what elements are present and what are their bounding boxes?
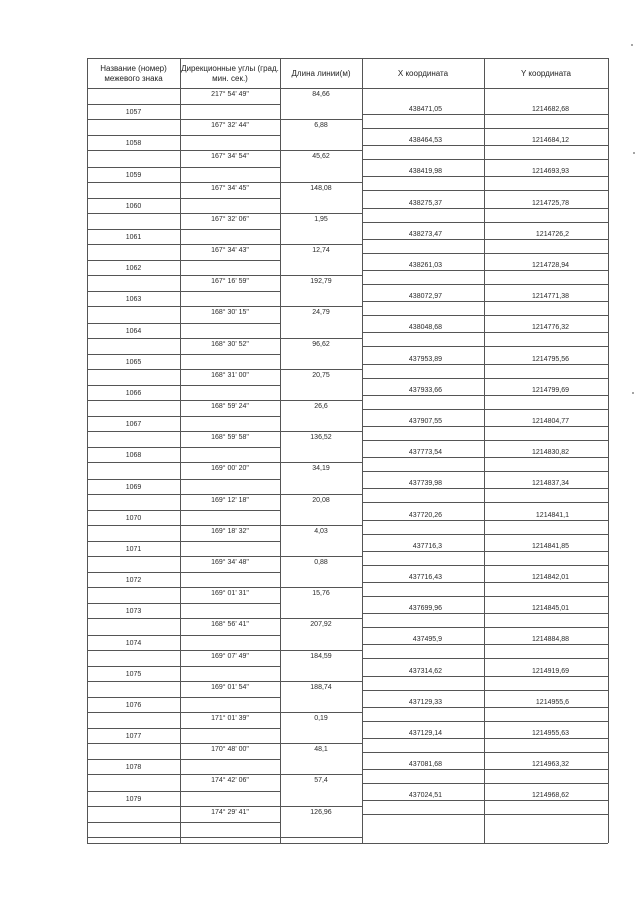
angle-cell: 169° 01' 31" (211, 590, 249, 598)
row-rule (87, 791, 280, 792)
row-rule (362, 613, 608, 614)
y-coordinate-cell: 1214693,93 (532, 168, 569, 176)
angle-cell: 167° 32' 44" (211, 122, 249, 130)
row-rule (87, 494, 362, 495)
point-name-cell: 1062 (125, 265, 142, 273)
point-name-cell: 1073 (125, 608, 142, 616)
row-rule (87, 447, 280, 448)
length-cell: 4,03 (314, 527, 328, 535)
y-coordinate-cell: 1214830,82 (532, 449, 569, 457)
y-coordinate-cell: 1214726,2 (535, 230, 569, 238)
x-coordinate-cell: 437739,98 (408, 480, 442, 488)
row-rule (87, 635, 280, 636)
point-name-cell: 1069 (125, 483, 142, 491)
y-coordinate-cell: 1214682,68 (532, 106, 569, 113)
point-name-cell: 1060 (125, 202, 142, 210)
header-x: X координата (397, 69, 449, 78)
row-rule (362, 738, 608, 739)
row-rule (87, 369, 362, 370)
point-name-cell: 1063 (125, 296, 142, 304)
row-rule (362, 488, 608, 489)
x-coordinate-cell: 437716,43 (408, 574, 442, 581)
x-coordinate-cell: 437129,14 (408, 730, 442, 737)
row-rule (87, 323, 280, 324)
length-cell: 12,74 (312, 247, 330, 254)
row-rule (362, 551, 608, 552)
point-name-cell: 1072 (125, 577, 142, 585)
row-rule (87, 822, 280, 823)
y-coordinate-cell: 1214684,12 (532, 137, 569, 145)
point-name-cell: 1074 (125, 639, 142, 647)
angle-cell: 168° 30' 52" (211, 340, 249, 348)
length-cell: 45,62 (312, 153, 330, 161)
row-rule (362, 315, 608, 316)
y-coordinate-cell: 1214799,69 (532, 386, 569, 394)
row-rule (362, 239, 608, 240)
column-rule (180, 58, 181, 843)
row-rule (87, 167, 280, 168)
angle-cell: 168° 59' 24" (211, 403, 249, 410)
angle-cell: 169° 00' 20" (211, 465, 249, 473)
row-rule (87, 572, 280, 573)
row-rule (87, 541, 280, 542)
length-cell: 15,76 (312, 590, 330, 598)
row-rule (87, 462, 362, 463)
angle-cell: 167° 34' 43" (211, 247, 249, 254)
angle-cell: 170° 48' 00" (211, 746, 249, 754)
row-rule (87, 104, 280, 105)
row-rule (362, 783, 608, 784)
row-rule (87, 275, 362, 276)
row-rule (362, 769, 608, 770)
row-rule (362, 502, 608, 503)
row-rule (87, 743, 362, 744)
length-cell: 24,79 (312, 309, 330, 317)
row-rule (87, 806, 362, 807)
angle-cell: 167° 16' 59" (211, 278, 249, 286)
x-coordinate-cell: 437081,68 (408, 761, 442, 769)
row-rule (362, 346, 608, 347)
y-coordinate-cell: 1214804,77 (532, 418, 569, 425)
angle-cell: 168° 31' 00" (211, 371, 249, 379)
row-rule (87, 697, 280, 698)
y-coordinate-cell: 1214845,01 (532, 605, 569, 613)
row-rule (87, 774, 362, 775)
length-cell: 184,59 (310, 652, 332, 660)
x-coordinate-cell: 437773,54 (408, 449, 442, 457)
y-coordinate-cell: 1214884,88 (532, 636, 569, 644)
header-length: Длина линии(м) (291, 69, 351, 78)
x-coordinate-cell: 437024,51 (408, 792, 442, 800)
angle-cell: 171° 01' 39" (211, 715, 249, 722)
row-rule (362, 520, 608, 521)
point-name-cell: 1059 (125, 171, 142, 179)
y-coordinate-cell: 1214725,78 (532, 199, 569, 207)
length-cell: 126,96 (310, 808, 332, 816)
row-rule (362, 814, 608, 815)
point-name-cell: 1071 (125, 546, 142, 553)
length-cell: 96,62 (312, 340, 330, 348)
y-coordinate-cell: 1214963,32 (532, 761, 569, 769)
point-name-cell: 1077 (125, 733, 142, 741)
point-name-cell: 1068 (125, 452, 142, 460)
row-rule (362, 800, 608, 801)
length-cell: 207,92 (310, 621, 332, 629)
y-coordinate-cell: 1214771,38 (532, 293, 569, 301)
row-rule (362, 114, 608, 115)
point-name-cell: 1065 (125, 358, 142, 366)
angle-cell: 167° 34' 45" (211, 184, 249, 192)
x-coordinate-cell: 437699,96 (408, 605, 442, 613)
row-rule (87, 306, 362, 307)
y-coordinate-cell: 1214776,32 (532, 324, 569, 332)
row-rule (87, 198, 280, 199)
x-coordinate-cell: 437495,9 (412, 636, 442, 644)
row-rule (362, 270, 608, 271)
row-rule (87, 416, 280, 417)
point-name-cell: 1079 (125, 795, 142, 803)
point-name-cell: 1078 (125, 764, 142, 772)
x-coordinate-cell: 437720,26 (408, 511, 442, 519)
row-rule (87, 88, 608, 89)
row-rule (87, 510, 280, 511)
angle-cell: 168° 59' 58" (211, 434, 249, 442)
angle-cell: 169° 12' 18" (211, 496, 249, 504)
row-rule (362, 534, 608, 535)
row-rule (87, 587, 362, 588)
y-coordinate-cell: 1214841,85 (532, 542, 569, 550)
row-rule (362, 471, 608, 472)
length-cell: 57,4 (314, 777, 328, 785)
row-rule (87, 759, 280, 760)
row-rule (362, 409, 608, 410)
row-rule (362, 440, 608, 441)
length-cell: 0,19 (314, 715, 328, 722)
header-y: Y координата (520, 69, 572, 78)
length-cell: 84,66 (312, 91, 330, 98)
row-rule (362, 707, 608, 708)
column-rule (608, 58, 609, 843)
x-coordinate-cell: 438273,47 (408, 230, 442, 238)
row-rule (362, 596, 608, 597)
point-name-cell: 1076 (125, 702, 142, 709)
row-rule (87, 135, 280, 136)
row-rule (362, 644, 608, 645)
row-rule (87, 728, 280, 729)
angle-cell: 174° 42' 06" (211, 777, 249, 785)
row-rule (362, 332, 608, 333)
y-coordinate-cell: 1214955,6 (535, 698, 569, 706)
length-cell: 20,08 (312, 496, 330, 504)
row-rule (87, 182, 362, 183)
length-cell: 34,19 (312, 465, 330, 473)
row-rule (87, 843, 608, 844)
point-name-cell: 1061 (125, 234, 142, 241)
x-coordinate-cell: 437716,3 (412, 542, 442, 550)
row-rule (362, 721, 608, 722)
row-rule (87, 58, 608, 59)
x-coordinate-cell: 437907,55 (408, 418, 442, 425)
row-rule (362, 378, 608, 379)
x-coordinate-cell: 438275,37 (408, 199, 442, 207)
row-rule (362, 284, 608, 285)
y-coordinate-cell: 1214837,34 (532, 480, 569, 488)
row-rule (87, 618, 362, 619)
angle-cell: 217° 54' 49" (211, 91, 249, 98)
row-rule (87, 354, 280, 355)
point-name-cell: 1064 (125, 327, 142, 335)
angle-cell: 169° 34' 48" (211, 559, 249, 566)
row-rule (362, 128, 608, 129)
row-rule (87, 244, 362, 245)
row-rule (87, 291, 280, 292)
y-coordinate-cell: 1214728,94 (532, 262, 569, 269)
row-rule (362, 301, 608, 302)
header-angle: Дирекционные углы (град. мин. сек.) (181, 64, 279, 83)
scan-speck (631, 44, 633, 46)
row-rule (362, 582, 608, 583)
y-coordinate-cell: 1214841,1 (535, 511, 569, 519)
point-name-cell: 1057 (125, 109, 142, 117)
y-coordinate-cell: 1214968,62 (532, 792, 569, 800)
length-cell: 1,95 (314, 215, 328, 223)
length-cell: 48,1 (314, 746, 328, 754)
row-rule (87, 119, 362, 120)
row-rule (362, 752, 608, 753)
y-coordinate-cell: 1214842,01 (532, 574, 569, 581)
scan-speck (632, 392, 634, 394)
row-rule (87, 525, 362, 526)
point-name-cell: 1058 (125, 140, 142, 148)
x-coordinate-cell: 438072,97 (408, 293, 442, 301)
length-cell: 188,74 (310, 683, 332, 691)
row-rule (87, 712, 362, 713)
point-name-cell: 1067 (125, 421, 142, 429)
row-rule (87, 213, 362, 214)
row-rule (362, 690, 608, 691)
angle-cell: 174° 29' 41" (211, 808, 249, 816)
point-name-cell: 1066 (125, 390, 142, 397)
length-cell: 6,88 (314, 122, 328, 130)
row-rule (87, 229, 280, 230)
angle-cell: 169° 01' 54" (211, 683, 249, 691)
angle-cell: 167° 32' 06" (211, 215, 249, 223)
row-rule (362, 426, 608, 427)
angle-cell: 167° 34' 54" (211, 153, 249, 161)
header-name: Название (номер) межевого знака (100, 64, 167, 83)
row-rule (362, 364, 608, 365)
length-cell: 148,08 (310, 184, 332, 192)
row-rule (362, 159, 608, 160)
x-coordinate-cell: 438419,98 (408, 168, 442, 176)
row-rule (362, 395, 608, 396)
row-rule (87, 479, 280, 480)
row-rule (362, 190, 608, 191)
x-coordinate-cell: 437953,89 (408, 355, 442, 363)
length-cell: 136,52 (310, 434, 332, 442)
x-coordinate-cell: 438261,03 (408, 262, 442, 269)
row-rule (87, 431, 362, 432)
x-coordinate-cell: 437129,33 (408, 698, 442, 706)
x-coordinate-cell: 438464,53 (408, 137, 442, 145)
row-rule (362, 565, 608, 566)
row-rule (362, 457, 608, 458)
row-rule (362, 208, 608, 209)
length-cell: 192,79 (310, 278, 332, 286)
row-rule (87, 338, 362, 339)
y-coordinate-cell: 1214919,69 (532, 667, 569, 675)
y-coordinate-cell: 1214795,56 (532, 355, 569, 363)
y-coordinate-cell: 1214955,63 (532, 730, 569, 737)
length-cell: 26,6 (314, 403, 328, 410)
point-name-cell: 1070 (125, 514, 142, 522)
row-rule (362, 176, 608, 177)
row-rule (362, 676, 608, 677)
angle-cell: 169° 07' 49" (211, 652, 249, 660)
row-rule (87, 666, 280, 667)
x-coordinate-cell: 438471,05 (408, 106, 442, 113)
row-rule (87, 650, 362, 651)
row-rule (87, 385, 280, 386)
row-rule (87, 150, 362, 151)
angle-cell: 169° 18' 32" (211, 527, 249, 535)
length-cell: 0,88 (314, 559, 328, 566)
scan-speck (633, 152, 635, 154)
row-rule (87, 681, 362, 682)
row-rule (362, 222, 608, 223)
row-rule (87, 556, 362, 557)
row-rule (87, 260, 280, 261)
length-cell: 20,75 (312, 371, 330, 379)
row-rule (362, 627, 608, 628)
angle-cell: 168° 30' 15" (211, 309, 249, 317)
row-rule (87, 400, 362, 401)
row-rule (362, 658, 608, 659)
column-rule (280, 58, 281, 843)
row-rule (87, 603, 280, 604)
point-name-cell: 1075 (125, 670, 142, 678)
row-rule (362, 145, 608, 146)
x-coordinate-cell: 437933,66 (408, 386, 442, 394)
x-coordinate-cell: 438048,68 (408, 324, 442, 332)
row-rule (362, 253, 608, 254)
angle-cell: 168° 56' 41" (211, 621, 249, 629)
x-coordinate-cell: 437314,62 (408, 667, 442, 675)
row-rule (87, 837, 362, 838)
